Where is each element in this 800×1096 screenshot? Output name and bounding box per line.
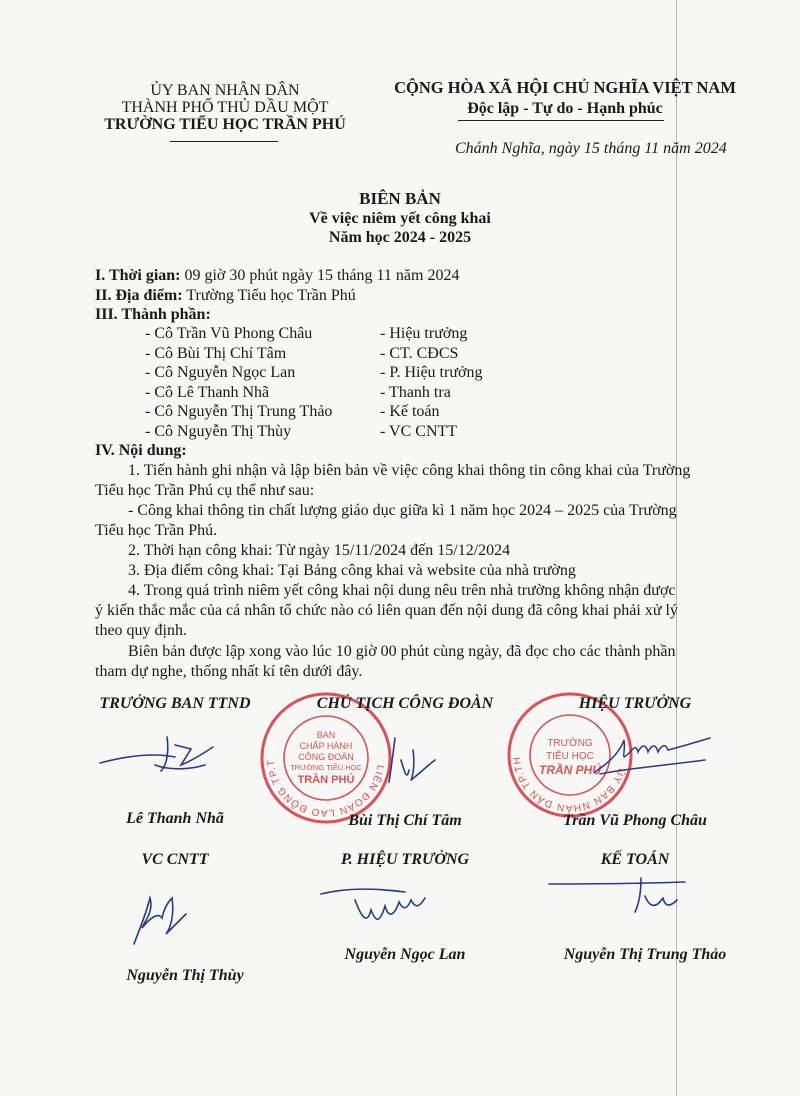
school-stamp-line3: TRẦN PHÚ <box>539 763 601 777</box>
section-place-value: Trường Tiểu học Trần Phú <box>186 287 356 304</box>
member-role: - P. Hiệu trưởng <box>380 364 483 381</box>
section-place <box>95 287 356 305</box>
member-name: - Cô Nguyễn Thị Thùy <box>145 422 292 440</box>
content-line: 1. Tiến hành ghi nhận và lập biên bản về việc công khai thông tin công khai của Trường <box>128 462 691 479</box>
member-role: - Hiệu trưởng <box>380 325 468 342</box>
signature-title-principal: HIỆU TRƯỞNG <box>578 695 692 712</box>
union-stamp-ring-text: LIÊN ĐOÀN LAO ĐỘNG TP.THỦ DẦU MỘT <box>253 682 386 819</box>
content-line: tham dự nghe, thống nhất kí tên dưới đây. <box>95 663 363 680</box>
header-left-school: TRƯỜNG TIỂU HỌC TRẦN PHÚ <box>104 116 346 133</box>
school-stamp-line1: TRƯỜNG <box>547 738 593 749</box>
member-role: - Kế toán <box>380 403 440 420</box>
member-role: - CT. CĐCS <box>380 344 459 362</box>
section-time-value: 09 giờ 30 phút ngày 15 tháng 11 năm 2024 <box>184 267 460 284</box>
section-time <box>95 267 459 285</box>
content-line: 2. Thời hạn công khai: Từ ngày 15/11/2024 đến 15/12/2024 <box>128 542 511 559</box>
header-right-motto: Độc lập - Tự do - Hạnh phúc <box>467 100 663 117</box>
document-title-block <box>200 189 600 247</box>
union-stamp-line4: TRƯỜNG TIỂU HỌC <box>290 763 362 772</box>
signature-ttnd <box>95 725 255 785</box>
signature-title-union: CHỦ TỊCH CÔNG ĐOÀN <box>316 695 494 712</box>
section-members-label: III. Thành phần: <box>95 306 211 323</box>
signature-principal <box>590 722 720 782</box>
member-role: - VC CNTT <box>380 422 458 440</box>
signature-vice <box>315 880 475 935</box>
member-row <box>145 345 545 365</box>
content-line: Biên bản được lập xong vào lúc 10 giờ 00 phút cùng ngày, đã đọc cho các thành phần <box>128 643 676 660</box>
header-left <box>60 82 390 134</box>
union-stamp-line3: CÔNG ĐOÀN <box>298 752 354 762</box>
signature-name-union: Bùi Thị Chí Tâm <box>348 812 462 829</box>
member-role: - Thanh tra <box>380 383 451 401</box>
signature-title-vice: P. HIỆU TRƯỞNG <box>340 851 470 868</box>
signature-title-accountant: KẾ TOÁN <box>600 851 670 868</box>
signature-name-principal: Trần Vũ Phong Châu <box>563 812 707 829</box>
member-name: - Cô Lê Thanh Nhã <box>145 383 270 401</box>
member-name: - Cô Nguyễn Ngọc Lan <box>145 364 296 381</box>
member-name: - Cô Trần Vũ Phong Châu <box>145 325 313 342</box>
header-right-line1: CỘNG HÒA XÃ HỘI CHỦ NGHĨA VIỆT NAM <box>394 78 736 97</box>
place-date: Chánh Nghĩa, ngày 15 tháng 11 năm 2024 <box>455 140 727 157</box>
section-content-label: IV. Nội dung: <box>95 442 187 459</box>
union-stamp-line2: CHẤP HÀNH <box>299 741 353 751</box>
header-right-underline <box>458 120 664 121</box>
member-name: - Cô Nguyễn Thị Trung Thảo <box>145 403 333 420</box>
header-left-underline <box>170 141 278 142</box>
signature-name-ttnd: Lê Thanh Nhã <box>126 810 224 827</box>
member-name: - Cô Bùi Thị Chí Tâm <box>145 344 287 362</box>
signature-name-accountant: Nguyễn Thị Trung Thảo <box>563 946 727 963</box>
school-stamp-line2: TIỂU HỌC <box>546 751 594 762</box>
section-place-label: II. Địa điểm: <box>95 287 183 304</box>
header-left-line1: ỦY BAN NHÂN DÂN <box>150 82 300 99</box>
member-row <box>145 364 545 384</box>
member-row <box>145 384 545 404</box>
signature-title-it: VC CNTT <box>141 851 209 868</box>
section-time-label: I. Thời gian: <box>95 267 181 284</box>
school-stamp-ring-text: ỦY BAN NHÂN DÂN TP.THỦ DẦU MỘT <box>500 682 627 814</box>
content-line: 4. Trong quá trình niêm yết công khai nội dung nêu trên nhà trường không nhận được <box>128 582 676 599</box>
signature-it <box>120 878 200 953</box>
page-fold-line <box>676 0 677 1096</box>
member-row <box>145 423 545 443</box>
content-line: 3. Địa điểm công khai: Tại Bảng công khai và website của nhà trường <box>128 562 576 579</box>
signature-union <box>365 730 455 790</box>
header-left-line2: THÀNH PHỐ THỦ DẦU MỘT <box>121 99 329 116</box>
content-line: - Công khai thông tin chất lượng giáo dục giữa kì 1 năm học 2024 – 2025 của Trường <box>128 502 677 519</box>
union-stamp-line5: TRẦN PHÚ <box>297 774 355 786</box>
signature-accountant <box>545 872 705 927</box>
content-line: Tiểu học Trần Phú. <box>95 522 218 539</box>
signature-name-vice: Nguyễn Ngọc Lan <box>344 946 466 963</box>
union-stamp-line1: BAN <box>316 730 336 740</box>
members-list <box>145 325 545 442</box>
content-line: ý kiến thắc mắc của cá nhân tổ chức nào có liên quan đến nội dung đã công khai phải xử lý <box>95 602 678 619</box>
document-subtitle: Về việc niêm yết công khai <box>309 210 491 227</box>
signature-title-ttnd: TRƯỞNG BAN TTND <box>99 695 251 712</box>
content-line: Tiểu học Trần Phú cụ thể như sau: <box>95 482 315 499</box>
member-row <box>145 325 545 345</box>
document-title: BIÊN BẢN <box>359 189 441 208</box>
member-row <box>145 403 545 423</box>
header-right <box>380 78 750 118</box>
signature-name-it: Nguyễn Thị Thùy <box>126 967 244 984</box>
content-line: theo quy định. <box>95 622 187 639</box>
school-year: Năm học 2024 - 2025 <box>328 229 472 246</box>
